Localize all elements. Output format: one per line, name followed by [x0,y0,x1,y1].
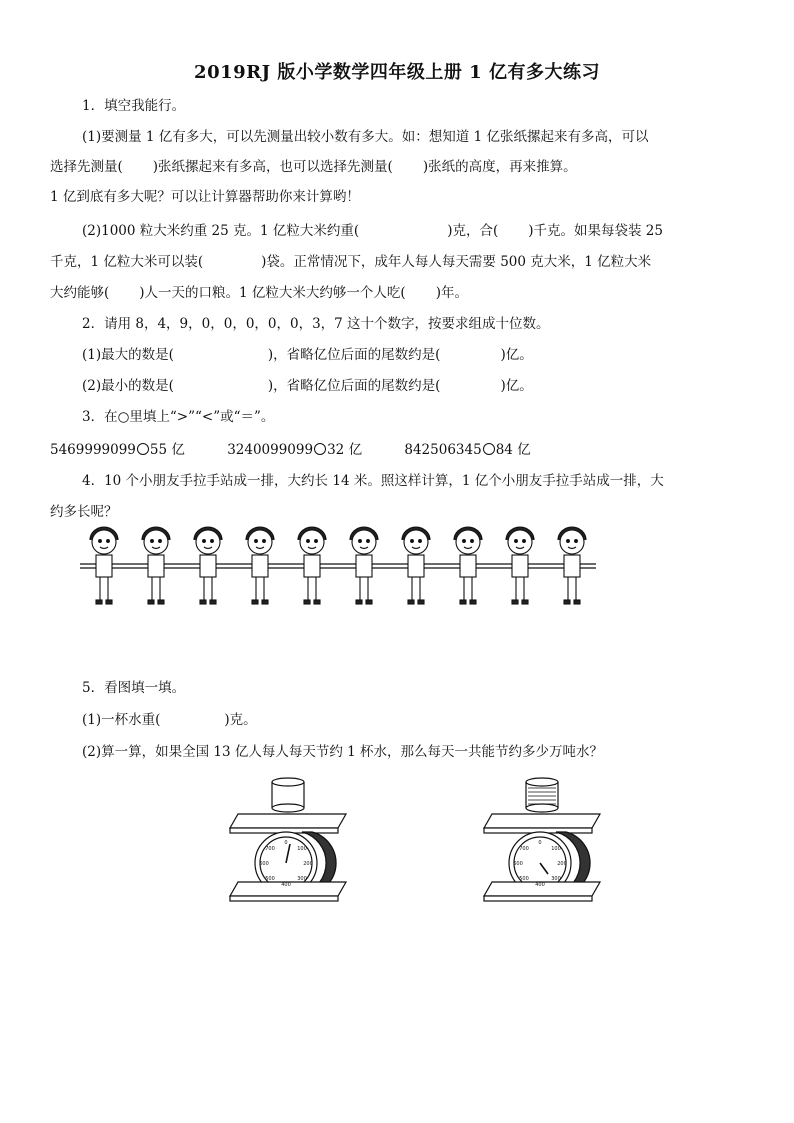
compare-circle[interactable] [314,443,326,455]
svg-text:0: 0 [538,840,542,846]
q1-text: )千克。如果每袋装 25 [528,223,663,239]
q3-comparisons [50,440,750,460]
q3-left-value: 3240099099 [227,442,314,458]
svg-text:600: 600 [259,861,269,867]
q1-text: 选择先测量( [50,159,123,175]
compare-circle[interactable] [483,443,495,455]
svg-text:400: 400 [535,882,545,888]
child-figure [454,527,482,604]
q5-line2: (2)算一算，如果全国 13 亿人每人每天节约 1 杯水，那么每天一共能节约多少万吨水？ [82,744,604,760]
svg-text:100: 100 [551,846,561,852]
scale-with-empty-cup [226,774,352,904]
q5-heading: 5．看图填一填。 [82,680,186,696]
q1-text: )克，合( [447,223,499,239]
child-figure [506,527,534,604]
q3-right-value: 55 亿 [149,442,185,458]
q1-text: 千克，1 亿粒大米可以装( [50,254,204,270]
svg-text:700: 700 [519,846,529,852]
q5-text: (1)一杯水重( [82,712,161,728]
svg-text:500: 500 [519,876,529,882]
q1-text: 大约能够( [50,285,110,301]
q1-part2-line3 [50,283,750,303]
child-figure [350,527,378,604]
child-figure [246,527,274,604]
svg-text:600: 600 [513,861,523,867]
q2-line2 [82,376,782,396]
svg-text:200: 200 [303,861,313,867]
q2-text: )亿。 [500,347,533,363]
q2-text: )，省略亿位后面的尾数约是( [267,378,441,394]
q1-text: )张纸摞起来有多高，也可以选择先测量( [152,159,393,175]
q2-text: (1)最大的数是( [82,347,174,363]
q1-text: )人一天的口粮。1 亿粒大米大约够一个人吃( [139,285,406,301]
child-figure [402,527,430,604]
q3-heading: 3．在○里填上“>”“<”或“＝”。 [82,409,275,425]
svg-text:100: 100 [297,846,307,852]
svg-text:200: 200 [557,861,567,867]
q1-text: )张纸的高度，再来推算。 [422,159,577,175]
children-holding-hands-illustration [78,520,598,610]
q4-line2: 约多长呢？ [50,504,118,520]
q3-left-value: 5469999099 [50,442,136,458]
compare-circle[interactable] [137,443,149,455]
q3-right-value: 84 亿 [495,442,531,458]
q1-part2-line1 [82,221,782,241]
q1-text: )袋。正常情况下，成年人每人每天需要 500 克大米，1 亿粒大米 [261,254,652,270]
q2-text: (2)最小的数是( [82,378,174,394]
q1-part1-line1: (1)要测量 1 亿有多大，可以先测量出较小数有多大。如：想知道 1 亿张纸摞起来有多高，可以 [82,129,649,145]
q1-text: )年。 [435,285,468,301]
child-figure [558,527,586,604]
q1-part2-line2 [50,252,750,272]
svg-text:500: 500 [265,876,275,882]
scale-with-water-cup [480,774,606,904]
svg-text:300: 300 [551,876,561,882]
q3-right-value: 32 亿 [327,442,363,458]
q1-note: 1 亿到底有多大呢？可以让计算器帮助你来计算哟！ [50,189,360,205]
q5-line1 [82,710,782,730]
child-figure [90,527,118,604]
child-figure [298,527,326,604]
child-figure [194,527,222,604]
q1-part1-line2 [50,157,750,177]
svg-text:700: 700 [265,846,275,852]
q3-left-value: 842506345 [404,442,482,458]
svg-text:300: 300 [297,876,307,882]
q1-text: (2)1000 粒大米约重 25 克。1 亿粒大米约重( [82,223,360,239]
q4-line1: 4．10 个小朋友手拉手站成一排，大约长 14 米。照这样计算，1 亿个小朋友手拉手站成一排，大 [82,473,664,489]
svg-text:400: 400 [281,882,291,888]
q2-heading: 2．请用 8，4，9，0，0，0，0，0，3，7 这十个数字，按要求组成十位数。 [82,316,550,332]
water-cup-icon [526,778,558,786]
q5-text: )克。 [224,712,257,728]
svg-text:0: 0 [284,840,288,846]
child-figure [142,527,170,604]
q1-heading: 1．填空我能行。 [82,98,186,114]
cup-icon [272,778,304,786]
q2-text: )，省略亿位后面的尾数约是( [267,347,441,363]
q2-line1 [82,345,782,365]
q2-text: )亿。 [500,378,533,394]
page-title: 2019RJ 版小学数学四年级上册 1 亿有多大练习 [194,62,600,83]
